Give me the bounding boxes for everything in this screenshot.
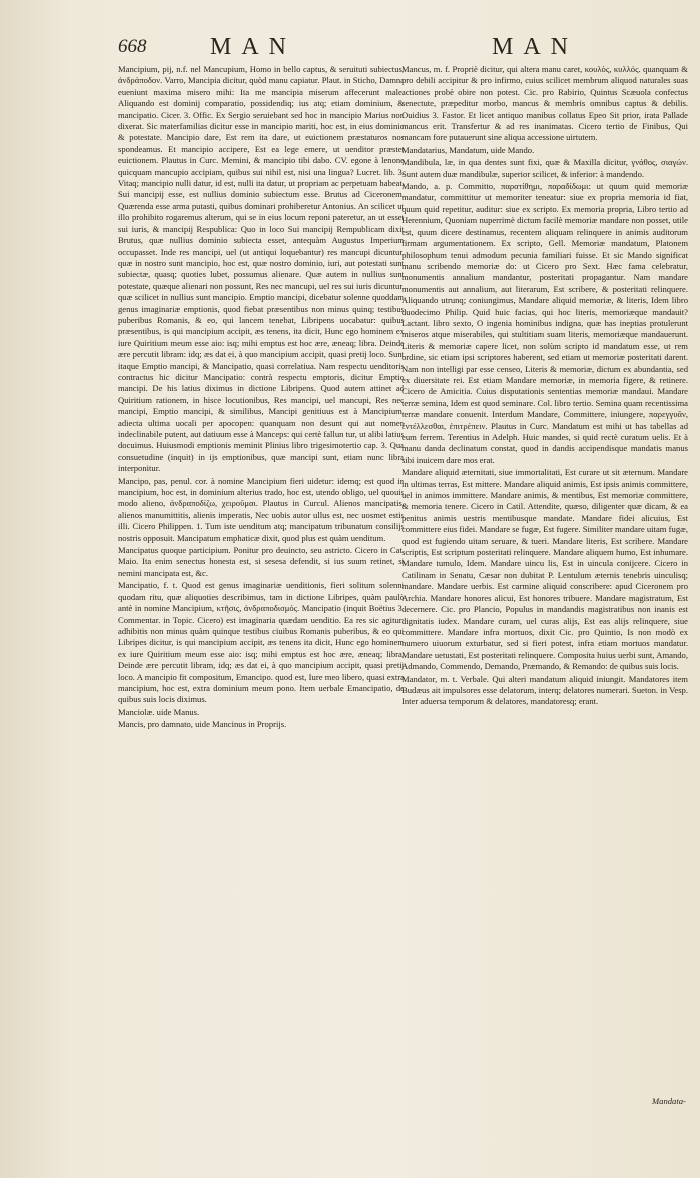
right-column xyxy=(402,64,688,1114)
entry-mandator: Mandator, m. t. Verbale. Qui alteri mandatum aliquid iniungit. Mandatores item Budæus ait impulsores esse delatorum, interq; delatores numerari. Sueton. in Vesp. Inter aduersa temporum & delatores, mandatoresq; erant. xyxy=(402,673,688,707)
entry-mandatarius: Mandatarius, Mandatum, uide Mando. xyxy=(402,144,535,155)
entry-manciolae: Manciolæ. uide Manus. xyxy=(118,706,200,717)
left-column xyxy=(118,64,404,1114)
page-header xyxy=(0,36,700,64)
running-head-left: MAN xyxy=(210,34,297,60)
entry-mando: Mando, a. p. Committo, παρατίθημι, παραδίδωμι: ut quum quid memoriæ mandatur, committitur ut memoriter teneatur: siue ex propria memoria id fiat, quum quid repetitur, auditur: siue ex scripto. Ex memoria propria, Libro tertio ad Herennium, Quoniam nuperrimè dictum facilè memoriæ mandare non posset, utile est, quum dicere destinamus, recentem aliquam relinquere in animis auditorum firmam argumentationem. Ex scripto, Gell. Memoriæ mandatum, Platonem philosophum tenui admodum pecunia familiari fuisse. Et sic Mando significat manu scribendo memoriæ do: ut Cicero pro Sext. Hæc fama celebratur, monumentis annalium mandantur, posteritati propagantur. Nam mandare monumentis aut annalium, aut literarum, Est scribere, & posteritati relinquere. Aliquando utrunq; coniungimus, Mandare aliquid memoriæ, & literis, Idem libro duodecimo Philip. Quid huic facias, qui hoc literis, memoriæque mandauit? Lactant. libro sexto, O ingenia hominibus indigna, quæ has ineptias protulerunt miseros atque miserabiles, qui stultitiam suam literis, memoriæque mandauerunt. Literis & memoriæ capere licet, non solùm scripto id mandatum esse, ut rem ordine, sic etiam ipsi scriptores haberent, sed etiam ut memoriæ posteritati darent. Nam non intelligi par esse censeo, Literis & memoriæ, dictum ex abundantia, sed ex diuersitate rei. Est etiam Mandare memoriæ, in memoria figere, & retinere. Cicero de Amicitia. Cuius disputationis sententias memoriæ mandaui. Mandare terræ semina, Idem est quod seminare. Col. libro tertio. Semina quam recentissima terræ mandare conuenit. Interdum Mandare, Committere, iniungere, παρεγγυᾶν, ἐντέλλεσθαι, ἐπιτρέπειν. Plautus in Curc. Mandatum est mihi ut has tabellas ad eum ferrem. Terentius in Adelph. Huic mandes, si quid rectè curatum uelis. Et à manu danda declinatum constat, quod in dandis accipendisque mandatis manus sibi inuicem dare mos erat. xyxy=(402,181,688,465)
entry-mandibula: Mandibula, læ, in qua dentes sunt fixi, quæ & Maxilla dicitur, γνάθος, σιαγών. Sunt autem duæ mandibulæ, superior scilicet, & inferior: à mandendo. xyxy=(402,157,688,179)
catchword: Mandata- xyxy=(652,1096,686,1106)
entry-mancus: Mancus, m. f. Propriè dicitur, qui altera manu caret, κουλὸς, κυλλός. quanquam & pro debili accipitur & pro infirmo, cuius scilicet membrum aliquod naturales suas actiones probè obire non potest. Cic. pro Rabirio, Quintus Scæuola confectus senectute, præpeditur morbo, mancus & membris omnibus captus & debilis. Ouidius 3. Fastor. Et licet antiquo manibus collatus Epeo Sit prior, irata Pallade mancus erit. Transfertur & ad res inanimatas. Cicero tertio de Finibus, Qui mancam fore putauerunt sine aliqua accessione uirtutem. xyxy=(402,64,688,143)
entry-mancipo: Mancipo, pas, penul. cor. à nomine Mancipium fieri uidetur: idemq; est quod in mancipium, hoc est, in dominium alterius trado, hoc est, utendo obligo, uel quouis modo alieno, ἀνδραποδίζω, χειροῦμαι. Plautus in Curcul. Alienos mancipatis, alienos manumittitis, alienis imperatis, Nec uobis autor ullus est, nec uosmet estis illi. Cicero Philippen. 1. Tum iste uenditum atq; mancipatum tribunatum consilijs nostris opposuit. Mancipatum emphaticæ dixit, quod plus est quàm uenditum. xyxy=(118,475,404,543)
entry-mandare-phrases: Mandare aliquid æternitati, siue immortalitati, Est curare ut sit æternum. Mandare in ultimas terras, Est mittere. Mandare aliquid animis, Est ipsis animis committere, uel in animos immittere. Mandare animis, & mentibus, Est memoriæ committere, & memoria tenere. Cicero in Catil. Attendite, quæso, diligenter quæ dicam, & ea penitus animis uestris mentibusque mandate. Mandare fidei alicuius, Est committere eius fidei. Mandare se fugæ, Est fugere. Similiter mandare uitam fugæ, quod est fugiendo uitam seruare, & tueri. Mandare literis, Est scribere. Mandare scriptis, Est scriptum posteritati relinquere. Mandare aliquem humo, Est inhumare. Mandare tumulo, Idem. Mandare uincu lis, Est in uincula conijcere. Cicero in Catilinam in Senatu, Cæsar non dubitat P. Lentulum æternis tenebris uinculisq; mandare. Mandare uerbis. Est carmine aliquid conscribere: apud Ciceronem pro Archia. Mandare honores alicui, Est honores tribuere. Mandare magistratum, Est decernere. Cic. pro Plancio, Populus in mandandis magistratibus non inanis est dignitatis iudex. Mandare curam, uel curas alijs, Est eas alijs relinquere, siue committere. Mandare infra mortuos, dixit Cic. pro Quintio, Is non modò ex numero uiuorum exturbatur, sed si fieri potest, infra etiam mortuos mandatur. Mandare uetustati, Est posteritati relinquere. Composita huius uerbi sunt, Amando, Admando, Commendo, Demando, Præmando, & Remando: de quibus suis locis. xyxy=(402,467,688,672)
entry-mancipatio: Mancipatio, f. t. Quod est genus imaginariæ uenditionis, fieri solitum solenni quodam ritu, quæ aliquoties describimus, tam in dictione Libripes, quàm paulò antè in nomine Mancipium, κτῆσις, ἀνδραποδισμός. Mancipatio (inquit Boëtius 3. Commentar. in Topic. Cicero) est imaginaria quædam uenditio. Ea res sic agitur: adhibitis non minus quàm quinque testibus ciuibus Romanis puberibus, & eo qui Libripes dicitur, is qui mancipium accipit, æs tenens ita dicit, Hunc ego hominem ex iure Quiritium meum esse aio: isq; mihi emptus est hoc ære, æneaq; libra, Deinde ære percutit libram, idq; æs dat ei, à quo mancipium accipit, quasi pretij loco. A mancipio fit compositum, Emancipo. quod est, Iure meo libero, quasi extra mancipium, hoc est, extra dominium meum pono. Item uerbale Emancipatio, de quibus suis locis diximus. xyxy=(118,580,404,705)
entry-mancis: Mancis, pro damnato, uide Mancinus in Proprijs. xyxy=(118,719,287,730)
running-head-right: MAN xyxy=(492,34,579,60)
entry-mancipium: Mancipium, pij, n.f. nel Mancupium, Homo in bello captus, & seruituti subiectus, ἀνδράποδον. Varro, Mancipia dicitur, quòd manu capiatur. Plaut. in Sticho, Damna eueniunt maxima misero mihi: Ita me mancipia miserum affecerunt male. Aliquando est dominij comparatio, possidendiq; ius atq; etiam dominium, & mancipatio. Cicer. 3. Offic. Ex Sergio seruiebant sed hoc in mancipio Marius non dixerat. Sic materfamilias dicitur esse in mancipio mariti, hoc est, in eius dominio & potestate. Mancipio dare, Est rem ita dare, ut euictionem præstaturos nos spondeamus. Et mancipio accipere, Est ea lege emere, ut uenditor præstet euictionem. Plautus in Curc. Memini, & mancipio tibi dabo. CV. egone à lenone quicquam mancupio accipiam, quibus sui nihil est, nisi una lingua? Lucret. lib. 3. Vitaq; mancipio nulli datur, id est, nulli ita datur, ut propriam ac perpetuam habeat. Sui mancipij esse, est nullius dominio subiectum esse. Brutus ad Ciceronem, Quærenda esse arma putasti, quibus dominari prohiberetur Antonius. An scilicet ut illo prohibito rogaremus alterum, qui se in eius locum reponi pateretur, an ut esset sui iuris, & mancipij Respublica: Quo in loco Sui mancipij Rempublicam dixit Brutus, quæ nullius dominio subiecta esset, antequàm Augustus Imperium occupasset. Inde res mancipi, uel (ut antiqui loquebantur) res mancupi dicuntur, quæ in nostro sunt mancipio, hoc est, quæ nostro dominio, iuri, aut potestati sunt subiectæ, quasq; quoties lubet, possumus alienare. Quæ autem in nullius sunt potestate, quæque alienari non possunt, Res nec mancupi, uel res sui iuris dicuntur, quæ scilicet in nullius sunt mancipio. Emptio mancipi, dicebatur solenne quoddam genus imaginariæ emptionis, quod fiebat præsentibus non minus quinq; testibus puberibus Romanis, & eo, qui lancem tenebat, Libripens uocabatur: quibus præsentibus, is qui mancipium accipit, æs tenens, ita dicit, Hunc ego hominem ex iure Quiritium meum esse aio: isq; mihi emptus est hoc ære, æneaq; libra. Deinde ære percutit libram: idq; æs dat ei, à quo mancipium accipit, quasi pretij loco. Sunt itaque Emptio mancipi, & Mancipatio, quasi correlatiua. Nam respectu uenditoris contractus hic dicitur Mancipatio: contrà respectu emptoris, dicitur Emptio mancipi. De his latius diximus in dictione Libripens. Quod autem attinet ad Quiritium rationem, in hisce locutionibus, Res mancipi, uel mancupi, Res nec mancipi, Emptio mancipi, & similibus, Mancipi genitiuus est à Mancipium, adiecta ultima uocali per apocopen: quanquam non desunt qui aut nomen indeclinabile putent, aut datiuum esse à Manceps: qui certè fallun tur, ut alibi latius docuimus. Huiusmodi emptionis meminit Plinius libro trigesimotertio cap. 3. Qua consuetudine (inquit) in ijs emptionibus, quæ mancipi sunt, etiam nunc libra interponitur. xyxy=(118,64,404,474)
entry-mancipatus: Mancipatus quoque participium. Ponitur pro deuincto, seu astricto. Cicero in Cat. Maio. Ita enim senectus honesta est, si sesesa defendit, si ius suum retinet, si nemini mancipata est, &c. xyxy=(118,545,404,578)
page-number: 668 xyxy=(118,36,147,57)
